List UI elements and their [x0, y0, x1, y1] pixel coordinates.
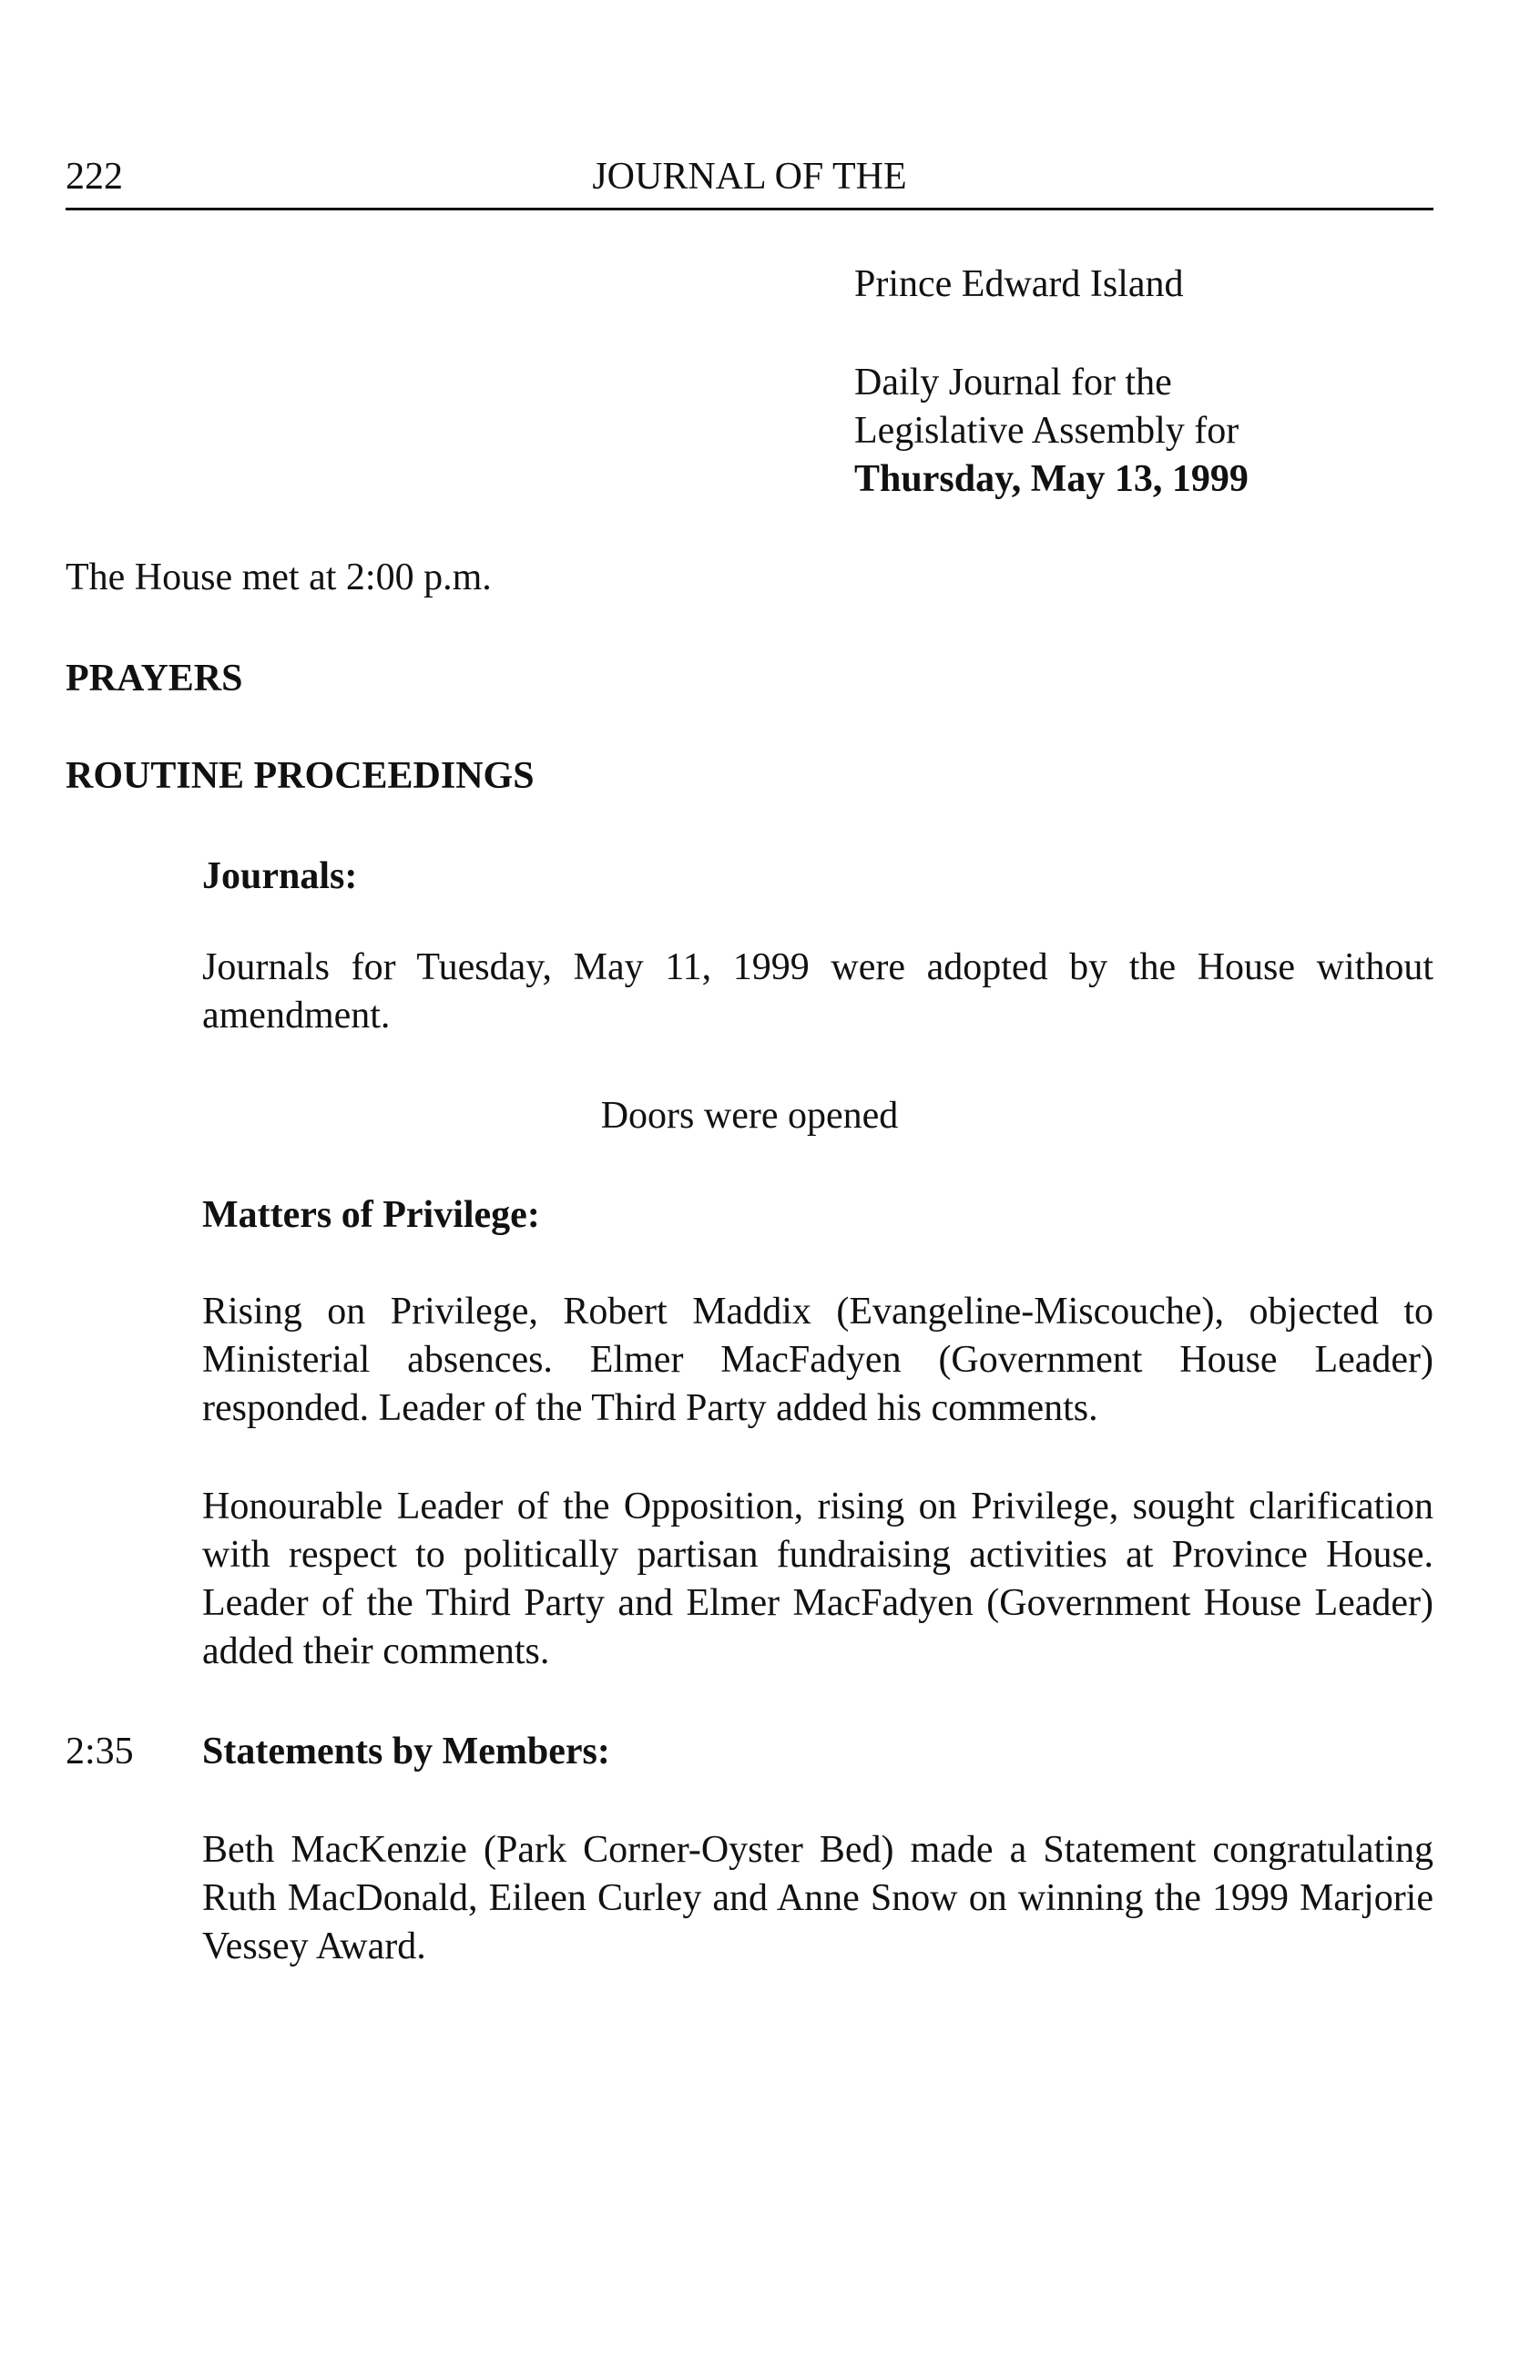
daily-journal-heading: [854, 359, 1437, 504]
privilege-paragraph: Rising on Privilege, Robert Maddix (Evangeline-Miscouche), objected to Ministerial absences. Elmer MacFadyen (Government House Leader) responded. Leader of the Third Party added his comments.: [202, 1291, 1433, 1429]
journals-paragraph: Journals for Tuesday, May 11, 1999 were adopted by the House without amendment.: [202, 946, 1433, 1037]
page-number: 222: [66, 156, 123, 198]
statements-by-members-heading: Statements by Members:: [202, 1731, 610, 1772]
statements-time: 2:35: [66, 1731, 134, 1772]
daily-journal-line-2: Legislative Assembly for: [854, 410, 1239, 452]
daily-journal-line-1: Daily Journal for the: [854, 362, 1172, 403]
privilege-paragraph: Honourable Leader of the Opposition, rising on Privilege, sought clarification with respect to politically partisan fundraising activities at Province House. Leader of the Third Party and Elmer MacFadyen (Government House Leader) added their comments.: [202, 1486, 1433, 1672]
routine-proceedings-heading: ROUTINE PROCEEDINGS: [66, 755, 535, 797]
house-met-time: The House met at 2:00 p.m.: [66, 557, 492, 598]
running-header: [66, 153, 1433, 210]
journals-heading: Journals:: [202, 855, 358, 897]
statements-paragraph: Beth MacKenzie (Park Corner-Oyster Bed) made a Statement congratulating Ruth MacDonald, Eileen Curley and Anne Snow on winning the 1999 Marjorie Vessey Award.: [202, 1829, 1433, 1967]
sitting-date: Thursday, May 13, 1999: [854, 458, 1249, 500]
prayers-heading: PRAYERS: [66, 658, 243, 700]
journal-title: JOURNAL OF THE: [592, 156, 907, 198]
matters-of-privilege-heading: Matters of Privilege:: [202, 1194, 540, 1236]
province-name: Prince Edward Island: [854, 263, 1184, 305]
doors-opened-note: Doors were opened: [600, 1095, 899, 1137]
